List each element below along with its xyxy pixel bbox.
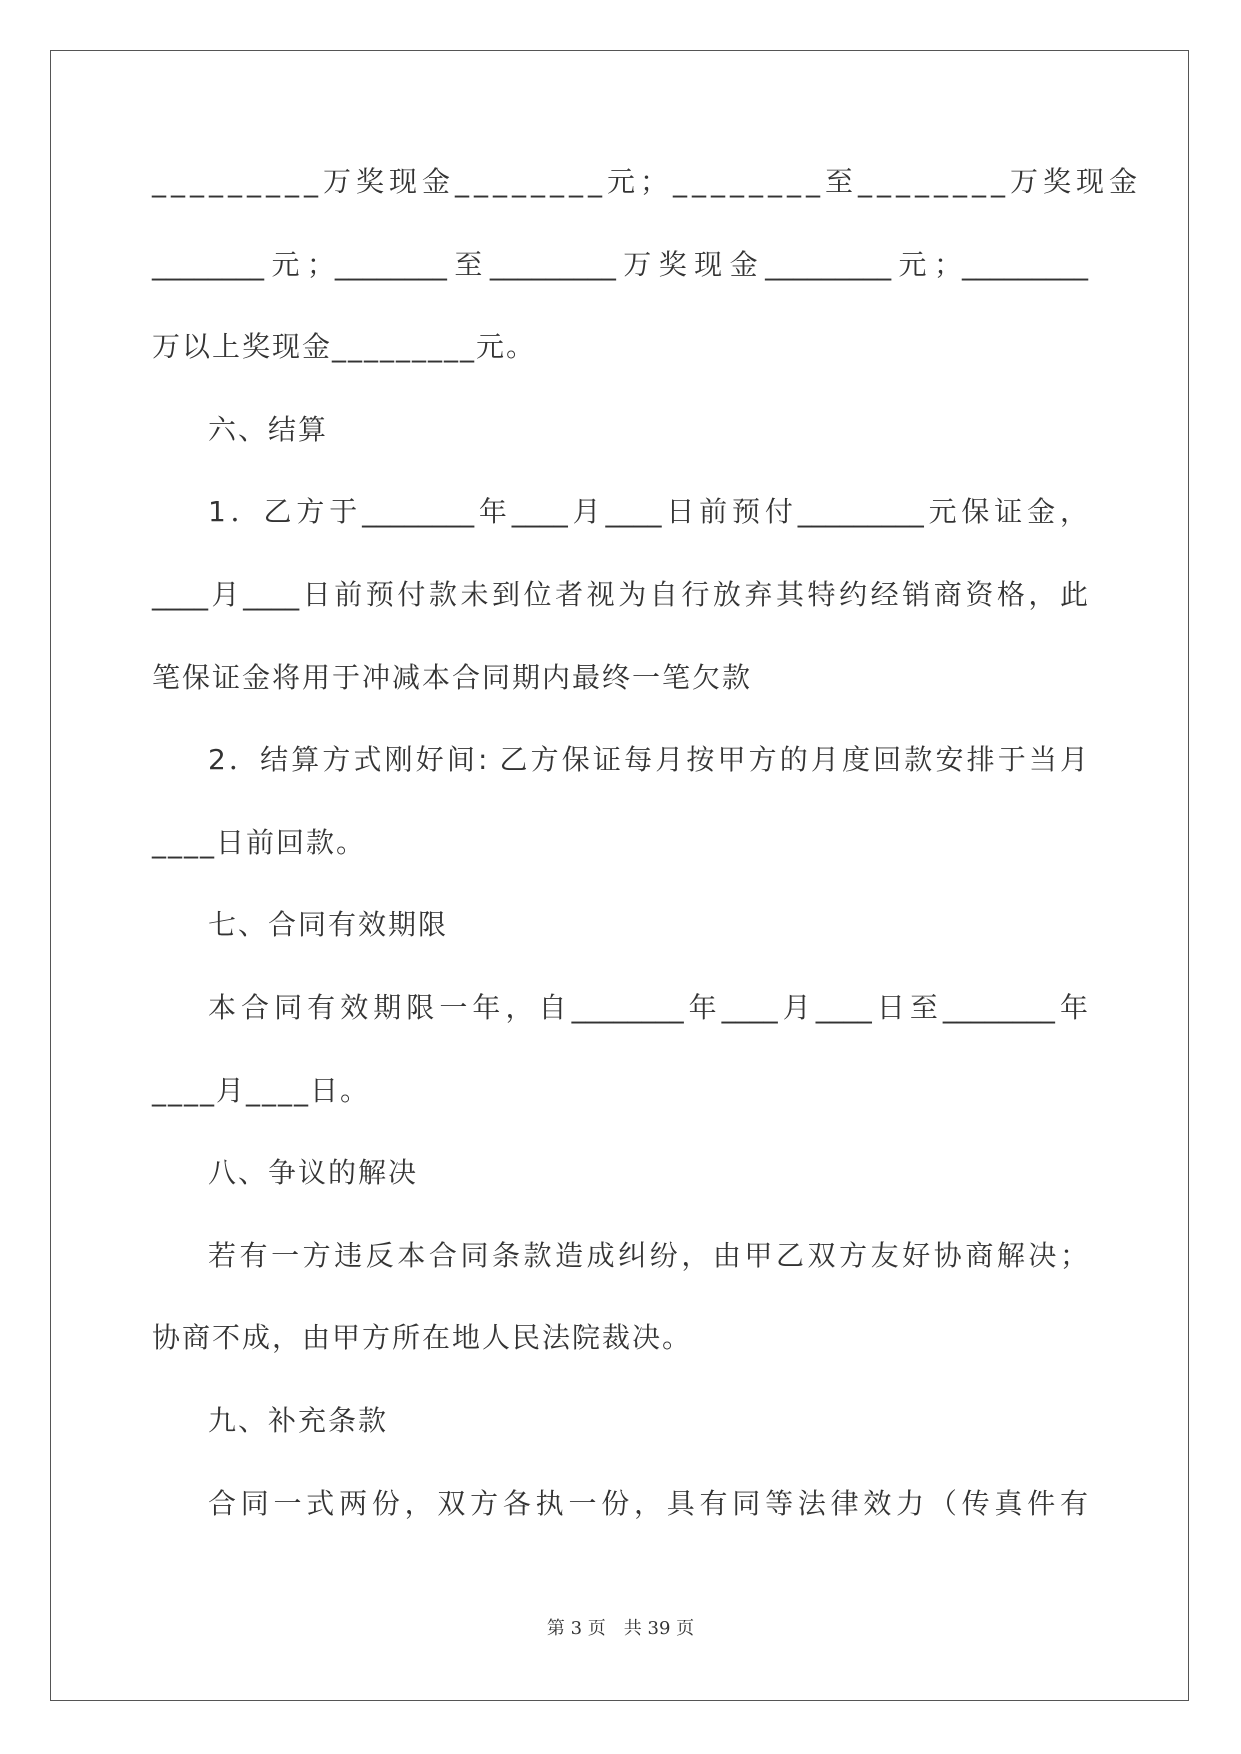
text-line-14: 若有一方违反本合同条款造成纠纷，由甲乙双方友好协商解决；: [208, 1238, 1088, 1272]
section-heading-term: 七、合同有效期限: [208, 908, 449, 942]
text-line-3: 万以上奖现金_________元。: [152, 330, 537, 364]
text-line-9: ____日前回款。: [152, 825, 367, 859]
text-line-15: 协商不成，由甲方所在地人民法院裁决。: [152, 1321, 693, 1355]
section-heading-supplementary: 九、补充条款: [208, 1403, 389, 1437]
text-line-11: 本合同有效期限一年，自________年____月____日至________年: [208, 990, 1088, 1024]
text-line-17: 合同一式两份，双方各执一份，具有同等法律效力（传真件有: [208, 1486, 1088, 1520]
text-line-1: _________万奖现金________元；________至________万奖现金: [152, 165, 1143, 198]
text-line-7: 笔保证金将用于冲减本合同期内最终一笔欠款: [152, 660, 753, 694]
text-line-12: ____月____日。: [152, 1073, 371, 1107]
section-heading-dispute: 八、争议的解决: [208, 1156, 419, 1190]
text-line-2: ________元；________至_________万奖现金_________元；_________: [152, 247, 1088, 281]
section-heading-settlement: 六、结算: [208, 412, 329, 446]
text-line-6: ____月____日前预付款未到位者视为自行放弃其特约经销商资格，此: [152, 577, 1088, 611]
text-line-5: 1．乙方于________年____月____日前预付_________元保证金，: [208, 495, 1088, 529]
page-number: 第 3 页 共 39 页: [546, 1618, 695, 1639]
document-body: [152, 162, 1143, 1566]
text-line-8: 2．结算方式刚好间: 乙方保证每月按甲方的月度回款安排于当月: [208, 743, 1088, 777]
